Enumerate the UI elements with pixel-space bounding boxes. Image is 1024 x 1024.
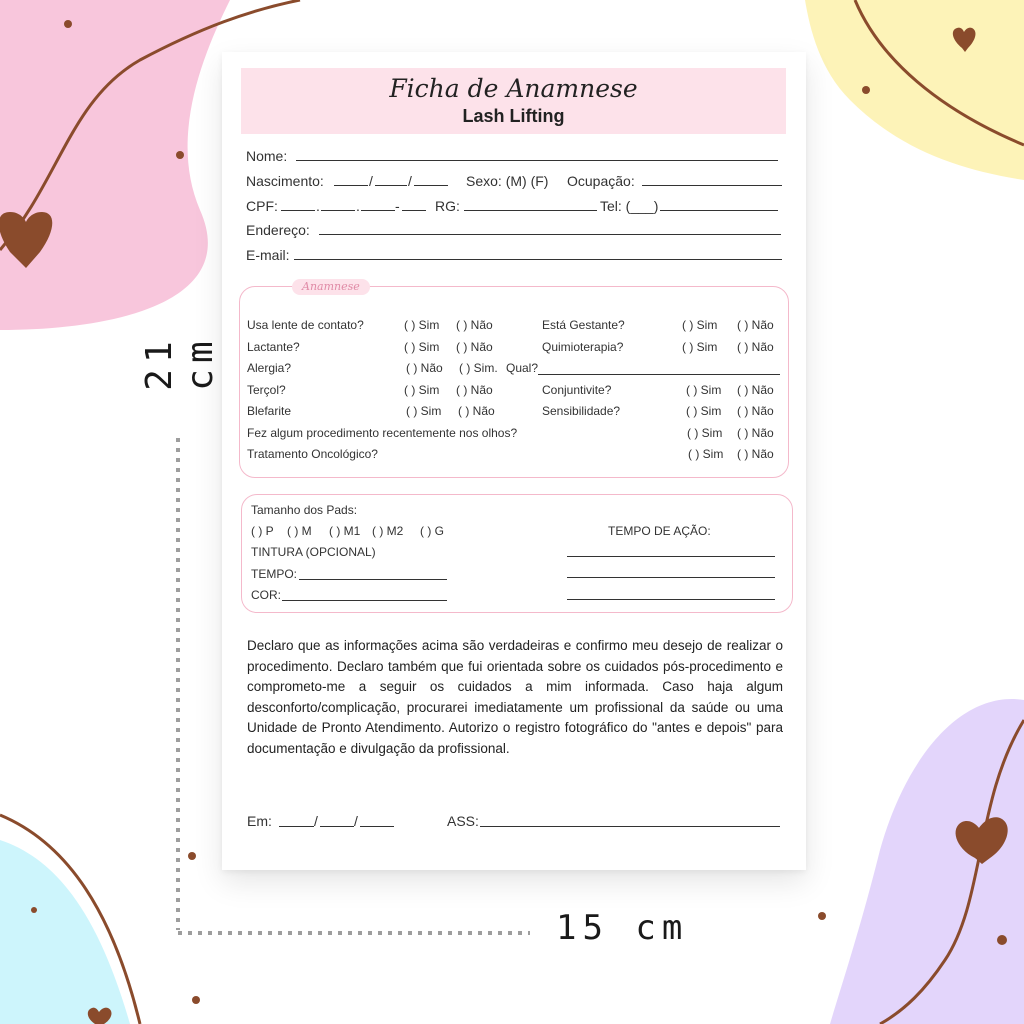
form-subtitle: Lash Lifting bbox=[462, 106, 565, 126]
date-slash: / bbox=[354, 813, 358, 829]
purple-blob bbox=[830, 699, 1024, 1024]
signature-field[interactable] bbox=[480, 826, 780, 827]
no-checkbox[interactable]: ( ) Não bbox=[456, 383, 493, 397]
question-contact-lens: Usa lente de contato? bbox=[247, 318, 364, 332]
question-sensitivity: Sensibilidade? bbox=[542, 404, 621, 418]
question-conjunctivitis: Conjuntivite? bbox=[542, 383, 612, 397]
cpf-field-part2[interactable] bbox=[321, 210, 355, 211]
yes-checkbox[interactable]: ( ) Sim bbox=[682, 340, 718, 354]
allergy-which-field[interactable] bbox=[538, 374, 780, 375]
rg-field[interactable] bbox=[464, 210, 597, 211]
action-time-field[interactable] bbox=[567, 556, 775, 557]
date-slash: / bbox=[314, 813, 318, 829]
anamnese-section-label: Anamnese bbox=[292, 279, 370, 295]
question-allergy: Alergia? bbox=[247, 361, 292, 375]
declaration-text: Declaro que as informações acima são verdadeiras e confirmo meu desejo de realizar o procedimento. Declaro também que fui orientada sobre os cuidados pós-procedimento e comprometo-me a seguir os cuidados a mim informada. Caso haja algum desconforto/complicação, procurarei imediatamente um profissional da saúde ou uma Unidade de Pronto Atendimento. Autorizo o registro fotográfico do "antes e depois" para documentação e divulgação da profissional. bbox=[247, 638, 783, 756]
no-checkbox[interactable]: ( ) Não bbox=[737, 404, 774, 418]
cpf-separator: - bbox=[395, 198, 400, 214]
cpf-field-part3[interactable] bbox=[361, 210, 395, 211]
cpf-separator: . bbox=[316, 198, 320, 214]
dot-decoration bbox=[31, 907, 37, 913]
name-field[interactable] bbox=[296, 160, 778, 161]
question-pregnant: Está Gestante? bbox=[542, 318, 625, 332]
date-month-field[interactable] bbox=[320, 826, 354, 827]
no-checkbox[interactable]: ( ) Não bbox=[737, 426, 774, 440]
pads-section bbox=[241, 494, 793, 613]
yes-checkbox[interactable]: ( ) Sim bbox=[682, 318, 718, 332]
phone-label: Tel: (___) bbox=[600, 198, 659, 214]
pad-size-m-checkbox[interactable]: ( ) M bbox=[287, 524, 312, 538]
phone-field[interactable] bbox=[660, 210, 778, 211]
action-time-label: TEMPO DE AÇÃO: bbox=[608, 524, 711, 538]
dot-decoration bbox=[188, 852, 196, 860]
address-field[interactable] bbox=[319, 234, 781, 235]
no-checkbox[interactable]: ( ) Não bbox=[458, 404, 495, 418]
cpf-field-part4[interactable] bbox=[402, 210, 426, 211]
cpf-label: CPF: bbox=[246, 198, 278, 214]
action-time-field[interactable] bbox=[567, 599, 775, 600]
signature-label: ASS: bbox=[447, 813, 479, 829]
color-label: COR: bbox=[251, 588, 281, 602]
no-checkbox[interactable]: ( ) Não bbox=[456, 318, 493, 332]
question-chemotherapy: Quimioterapia? bbox=[542, 340, 624, 354]
pink-blob bbox=[0, 0, 230, 330]
no-checkbox[interactable]: ( ) Não bbox=[737, 318, 774, 332]
question-stye: Terçol? bbox=[247, 383, 286, 397]
yes-checkbox[interactable]: ( ) Sim bbox=[687, 426, 723, 440]
birth-day-field[interactable] bbox=[334, 185, 368, 186]
no-checkbox[interactable]: ( ) Não bbox=[406, 361, 443, 375]
time-field[interactable] bbox=[299, 579, 447, 580]
address-label: Endereço: bbox=[246, 222, 310, 238]
occupation-label: Ocupação: bbox=[567, 173, 635, 189]
rg-label: RG: bbox=[435, 198, 460, 214]
height-dimension-label: 21 cm bbox=[139, 335, 221, 391]
date-day-field[interactable] bbox=[279, 826, 314, 827]
no-checkbox[interactable]: ( ) Não bbox=[737, 340, 774, 354]
date-year-field[interactable] bbox=[360, 826, 394, 827]
birth-slash: / bbox=[408, 173, 412, 189]
pads-size-title: Tamanho dos Pads: bbox=[251, 503, 358, 517]
yes-checkbox[interactable]: ( ) Sim bbox=[688, 447, 724, 461]
dot-decoration bbox=[818, 912, 826, 920]
dot-decoration bbox=[176, 151, 184, 159]
cpf-field-part1[interactable] bbox=[281, 210, 315, 211]
yes-checkbox[interactable]: ( ) Sim bbox=[404, 383, 440, 397]
width-dimension-label: 15 cm bbox=[556, 908, 689, 948]
tint-optional-label: TINTURA (OPCIONAL) bbox=[251, 545, 376, 559]
no-checkbox[interactable]: ( ) Não bbox=[456, 340, 493, 354]
dot-decoration bbox=[192, 996, 200, 1004]
yes-checkbox[interactable]: ( ) Sim bbox=[404, 340, 440, 354]
action-time-field[interactable] bbox=[567, 577, 775, 578]
yes-checkbox[interactable]: ( ) Sim bbox=[686, 404, 722, 418]
occupation-field[interactable] bbox=[642, 185, 782, 186]
question-blepharitis: Blefarite bbox=[247, 404, 292, 418]
dot-decoration bbox=[862, 86, 870, 94]
question-lactating: Lactante? bbox=[247, 340, 300, 354]
question-oncology-treatment: Tratamento Oncológico? bbox=[247, 447, 378, 461]
dot-decoration bbox=[997, 935, 1007, 945]
yes-checkbox[interactable]: ( ) Sim bbox=[404, 318, 440, 332]
pad-size-p-checkbox[interactable]: ( ) P bbox=[251, 524, 274, 538]
pad-size-m1-checkbox[interactable]: ( ) M1 bbox=[329, 524, 361, 538]
no-checkbox[interactable]: ( ) Não bbox=[737, 383, 774, 397]
form-header bbox=[241, 68, 786, 134]
yes-checkbox[interactable]: ( ) Sim. bbox=[459, 361, 498, 375]
anamnese-section bbox=[239, 280, 789, 478]
birth-slash: / bbox=[369, 173, 373, 189]
birth-year-field[interactable] bbox=[414, 185, 448, 186]
form-title: Ficha de Anamnese bbox=[389, 74, 638, 103]
date-label: Em: bbox=[247, 813, 272, 829]
no-checkbox[interactable]: ( ) Não bbox=[737, 447, 774, 461]
time-label: TEMPO: bbox=[251, 567, 298, 581]
sex-label: Sexo: (M) (F) bbox=[466, 173, 549, 189]
yes-checkbox[interactable]: ( ) Sim bbox=[406, 404, 442, 418]
pad-size-m2-checkbox[interactable]: ( ) M2 bbox=[372, 524, 404, 538]
color-field[interactable] bbox=[282, 600, 447, 601]
yes-checkbox[interactable]: ( ) Sim bbox=[686, 383, 722, 397]
cpf-separator: . bbox=[356, 198, 360, 214]
dot-decoration bbox=[64, 20, 72, 28]
email-field[interactable] bbox=[294, 259, 782, 260]
question-recent-eye-procedure: Fez algum procedimento recentemente nos olhos? bbox=[247, 426, 518, 440]
pad-size-g-checkbox[interactable]: ( ) G bbox=[420, 524, 444, 538]
name-label: Nome: bbox=[246, 148, 288, 164]
birth-label: Nascimento: bbox=[246, 173, 324, 189]
email-label: E-mail: bbox=[246, 247, 290, 263]
anamnesis-form-sheet bbox=[222, 52, 806, 870]
yellow-blob bbox=[805, 0, 1024, 180]
birth-month-field[interactable] bbox=[375, 185, 407, 186]
allergy-which-label: Qual? bbox=[506, 361, 539, 375]
